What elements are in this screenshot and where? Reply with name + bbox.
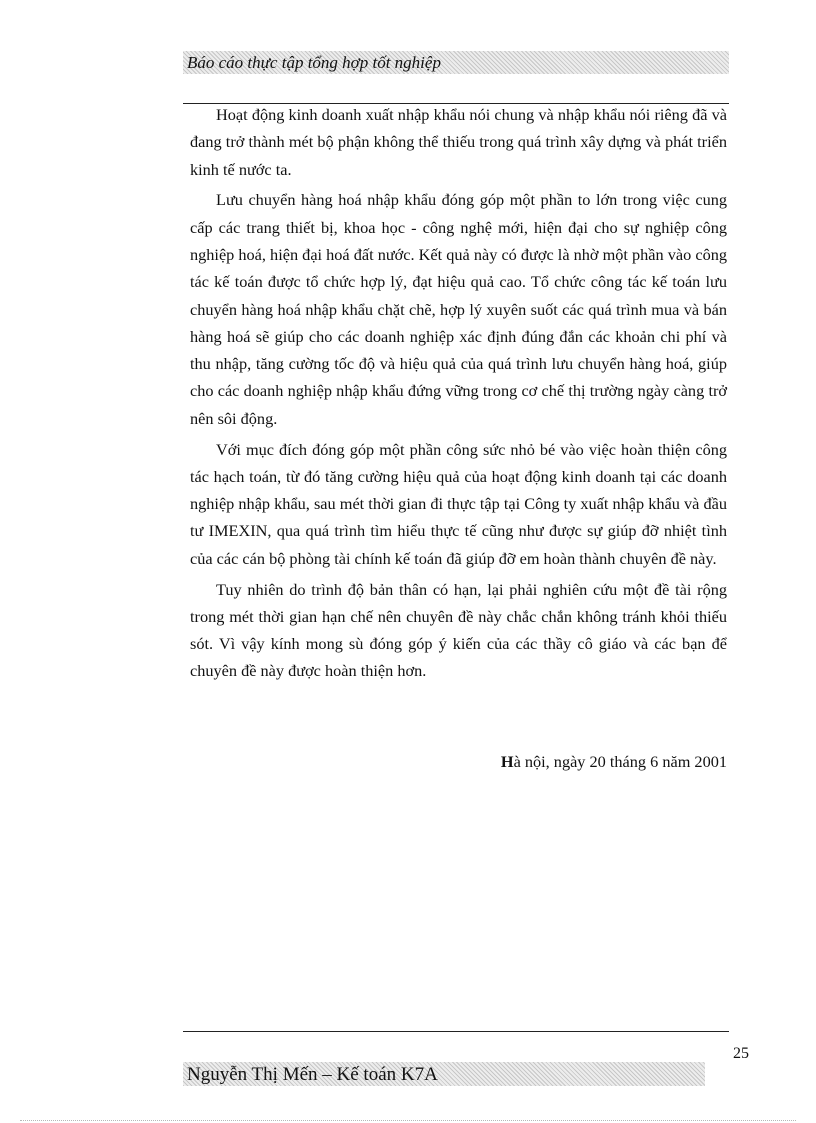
date-line	[190, 748, 727, 775]
paragraph-2: Lưu chuyển hàng hoá nhập khẩu đóng góp một phần to lớn trong việc cung cấp các trang thiết bị, khoa học - công nghệ mới, hiện đại cho sự nghiệp công nghiệp hoá, hiện đại hoá đất nước. Kết quả này có được là nhờ một phần vào công tác kế toán được tổ chức hợp lý, đạt hiệu quả cao. Tổ chức công tác kế toán lưu chuyển hàng hoá nhập khẩu chặt chẽ, hợp lý xuyên suốt các quá trình mua và bán hàng hoá sẽ giúp cho các doanh nghiệp xác định đúng đắn các khoản chi phí và thu nhập, tăng cường tốc độ và hiệu quả của quá trình lưu chuyển hàng hoá, giúp cho các doanh nghiệp nhập khẩu đứng vững trong cơ chế thị trường ngày càng trở nên sôi động.	[190, 190, 727, 428]
paragraph-4: Tuy nhiên do trình độ bản thân có hạn, lại phải nghiên cứu một đề tài rộng trong mét thời gian hạn chế nên chuyên đề này chắc chắn không tránh khỏi thiếu sót. Vì vậy kính mong sù đóng góp ý kiến của các thầy cô giáo và các bạn để chuyên đề này được hoàn thiện hơn.	[190, 579, 727, 681]
date-first-letter: H	[500, 752, 514, 771]
date-rest: à nội, ngày 20 tháng 6 năm 2001	[513, 752, 727, 771]
page-number: 25	[733, 1045, 749, 1062]
page-edge-divider	[20, 1120, 796, 1121]
paragraph-1: Hoạt động kinh doanh xuất nhập khẩu nói chung và nhập khẩu nói riêng đã và đang trở thành mét bộ phận không thể thiếu trong quá trình xây dựng và phát triển kinh tế nước ta.	[190, 105, 727, 179]
document-body	[190, 101, 727, 688]
header-band	[183, 51, 729, 74]
header-title: Báo cáo thực tập tổng hợp tốt nghiệp	[187, 53, 441, 72]
footer-band	[183, 1062, 705, 1086]
footer-rule	[183, 1031, 729, 1032]
paragraph-3: Với mục đích đóng góp một phần công sức nhỏ bé vào việc hoàn thiện công tác hạch toán, từ đó tăng cường hiệu quả của hoạt động kinh doanh tại các doanh nghiệp nhập khẩu, sau mét thời gian đi thực tập tại Công ty xuất nhập khẩu và đầu tư IMEXIN, qua quá trình tìm hiểu thực tế cũng như được sự giúp đỡ nhiệt tình của các cán bộ phòng tài chính kế toán đã giúp đỡ em hoàn thành chuyên đề này.	[190, 439, 727, 568]
footer-author: Nguyễn Thị Mến – Kế toán K7A	[187, 1064, 438, 1085]
